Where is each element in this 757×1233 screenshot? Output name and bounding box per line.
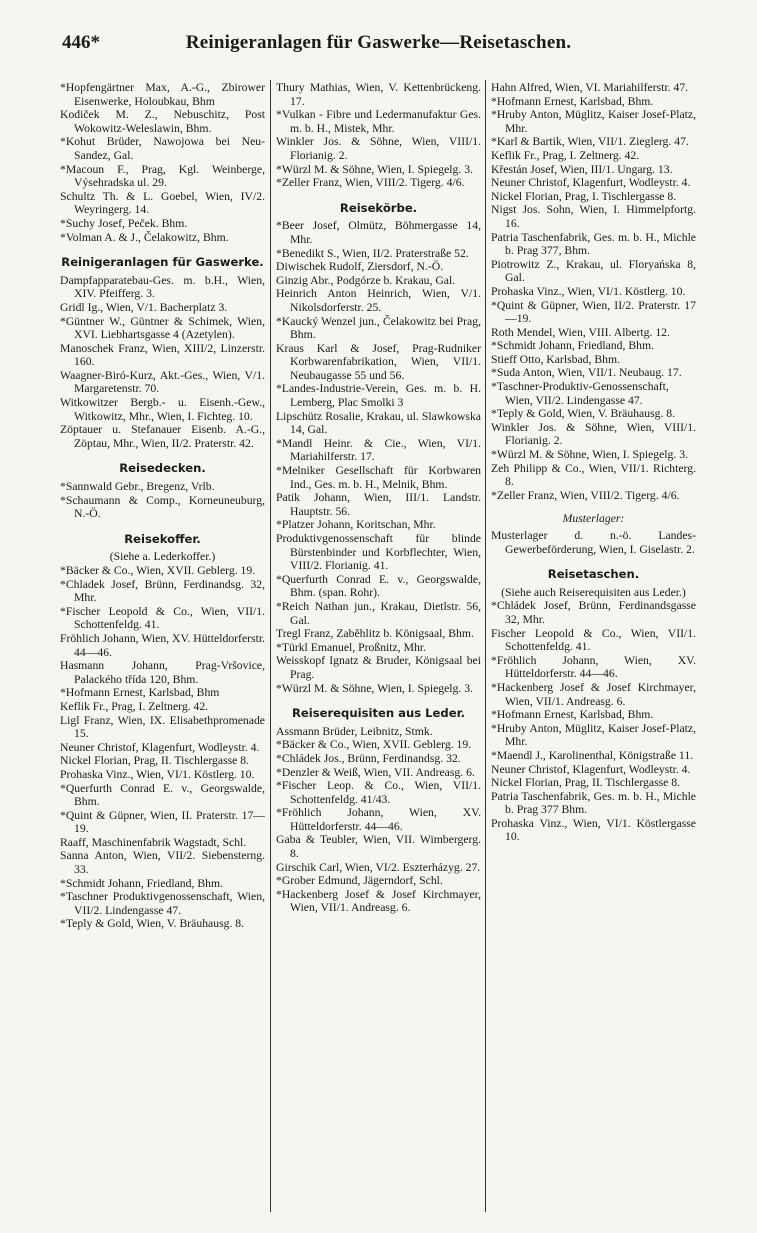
directory-entry: *Querfurth Conrad E. v., Georgswalde, Bhm. [60, 781, 265, 809]
directory-entry: *Fischer Leop. & Co., Wien, VII/1. Schottenfeldg. 41/43. [276, 779, 481, 806]
directory-entry: *Schmidt Johann, Friedland, Bhm. [60, 876, 223, 890]
directory-entry: *Güntner W., Güntner & Schimek, Wien, XVI. Liebhartsgasse 4 (Azetylen). [60, 314, 265, 342]
directory-entry: Weisskopf Ignatz & Bruder, Königsaal bei Prag. [276, 654, 481, 681]
directory-entry: *Melniker Gesellschaft für Korbwaren Ind., Ges. m. b. H., Melnik, Bhm. [276, 464, 481, 491]
directory-entry: *Hofmann Ernest, Karlsbad, Bhm [60, 686, 220, 700]
directory-entry: Prohaska Vinz., Wien, VI/1. Köstlergasse 10. [491, 816, 696, 844]
directory-entry: Gridl Ig., Wien, V/1. Bacherplatz 3. [60, 300, 228, 314]
directory-entry: *Querfurth Conrad E. v., Georgswalde, Bhm. (span. Rohr). [276, 572, 481, 600]
directory-entry: *Fröhlich Johann, Wien, XV. Hütteldorferstr. 44—46. [276, 806, 481, 833]
directory-entry: Fröhlich Johann, Wien, XV. Hütteldorferstr. 44—46. [60, 631, 265, 659]
directory-entry: Thury Mathias, Wien, V. Kettenbrückeng. 17. [276, 81, 481, 108]
directory-entry: *Taschner Produktivgenossenschaft, Wien, VII/2. Lindengasse 47. [60, 890, 265, 917]
directory-entry: Křestán Josef, Wien, III/1. Ungarg. 13. [491, 162, 673, 176]
subsection-heading: Musterlager: [562, 512, 625, 526]
directory-entry: *Taschner-Produktiv-Genossenschaft, Wien, VII/2. Lindengasse 47. [491, 380, 669, 407]
directory-entry: *Sannwald Gebr., Bregenz, Vrlb. [60, 480, 215, 494]
directory-entry: Winkler Jos. & Söhne, Wien, VIII/1. Florianig. 2. [276, 135, 481, 162]
directory-entry: *Türkl Emanuel, Proßnitz, Mhr. [276, 640, 426, 654]
directory-entry: *Fröhlich Johann, Wien, XV. Hütteldorferstr. 44—46. [491, 653, 696, 681]
column-divider-2 [485, 80, 486, 1212]
directory-entry: Zöptauer u. Stefanauer Eisenb. A.-G., Zöptau, Mhr., Wien, II/2. Praterstr. 42. [60, 423, 265, 450]
directory-entry: *Reich Nathan jun., Krakau, Dietlstr. 56, Gal. [276, 599, 481, 627]
section-note: (Siehe auch Reiserequisiten aus Leder.) [501, 585, 686, 599]
directory-entry: *Suda Anton, Wien, VII/1. Neubaug. 17. [491, 366, 682, 380]
directory-entry: Musterlager d. n.-ö. Landes-Gewerbeförderung, Wien, I. Giselastr. 2. [491, 529, 696, 556]
directory-entry: *Suchy Josef, Peček. Bhm. [60, 216, 188, 230]
directory-entry: Kodiček M. Z., Nebuschitz, Post Wokowitz-Weleslawin, Bhm. [60, 108, 265, 135]
directory-entry: Patria Taschenfabrik, Ges. m. b. H., Michle b. Prag 377 Bhm. [491, 789, 696, 817]
directory-entry: Prohaska Vinz., Wien, VI/1. Köstlerg. 10. [491, 284, 686, 298]
directory-entry: *Platzer Johann, Koritschan, Mhr. [276, 518, 436, 532]
directory-entry: Schultz Th. & L. Goebel, Wien, IV/2. Weyringerg. 14. [60, 189, 265, 217]
directory-entry: *Mandl Heinr. & Cie., Wien, VI/1. Mariahilferstr. 17. [276, 436, 481, 464]
directory-entry: *Zeller Franz, Wien, VIII/2. Tigerg. 4/6. [491, 488, 680, 502]
directory-entry: *Schmidt Johann, Friedland, Bhm. [491, 339, 654, 353]
directory-entry: *Hofmann Ernest, Karlsbad, Bhm. [491, 94, 654, 108]
section-heading: Reisekoffer. [124, 531, 201, 546]
section-note: (Siehe a. Lederkoffer.) [109, 550, 216, 564]
directory-entry: *Quint & Güpner, Wien, II. Praterstr. 17—19. [60, 808, 265, 836]
directory-entry: *Hopfengärtner Max, A.-G., Zbirower Eisenwerke, Holoubkau, Bhm [60, 81, 265, 108]
directory-entry: Nickel Florian, Prag, I. Tischlergasse 8. [491, 189, 677, 203]
directory-entry: Sanna Anton, Wien, VII/2. Siebensterng. 33. [60, 849, 265, 877]
directory-entry: *Vulkan - Fibre und Ledermanufaktur Ges. m. b. H., Mistek, Mhr. [276, 108, 481, 135]
directory-entry: Waagner-Biró-Kurz, Akt.-Ges., Wien, V/1. Margaretenstr. 70. [60, 368, 265, 396]
section-heading: Reinigeranlagen für Gaswerke. [61, 255, 264, 270]
directory-entry: Hahn Alfred, Wien, VI. Mariahilferstr. 47. [491, 81, 689, 94]
directory-entry: Dampfapparatebau-Ges. m. b.H., Wien, XIV. Pfeifferg. 3. [60, 273, 265, 301]
directory-entry: Nigst Jos. Sohn, Wien, I. Himmelpfortg. 16. [491, 203, 696, 230]
directory-entry: *Karl & Bartik, Wien, VII/1. Zieglerg. 47. [491, 135, 689, 149]
page-header [0, 32, 757, 62]
directory-entry: *Würzl M. & Söhne, Wien, I. Spiegelg. 3. [276, 681, 473, 695]
directory-entry: Tregl Franz, Zaběhlitz b. Königsaal, Bhm. [276, 627, 474, 641]
directory-entry: *Bäcker & Co., Wien, XVII. Geblerg. 19. [60, 564, 256, 577]
directory-entry: *Denzler & Weiß, Wien, VII. Andreasg. 6. [276, 765, 475, 779]
directory-entry: Zeh Philipp & Co., Wien, VII/1. Richterg. 8. [491, 461, 696, 489]
directory-entry: Stieff Otto, Karlsbad, Bhm. [491, 352, 620, 366]
directory-entry: *Hofmann Ernest, Karlsbad, Bhm. [491, 708, 654, 722]
directory-entry: Fischer Leopold & Co., Wien, VII/1. Schottenfeldg. 41. [491, 626, 696, 654]
directory-entry: *Würzl M. & Söhne, Wien, I. Spiegelg. 3. [276, 162, 473, 176]
directory-entry: *Landes-Industrie-Verein, Ges. m. b. H. Lemberg, Plac Smolki 3 [276, 382, 481, 410]
directory-entry: Produktivgenossenschaft für blinde Bürstenbinder und Korbflechter, Wien, VIII/2. Florianig. 41. [276, 532, 481, 573]
directory-entry: Gaba & Teubler, Wien, VII. Wimbergerg. 8. [276, 833, 481, 861]
directory-entry: Piotrowitz Z., Krakau, ul. Floryańska 8, Gal. [491, 257, 696, 285]
column-1 [60, 81, 265, 931]
directory-entry: *Zeller Franz, Wien, VIII/2. Tigerg. 4/6. [276, 176, 465, 190]
directory-entry: *Maendl J., Karolinenthal, Königstraße 11. [491, 748, 694, 762]
column-divider-1 [270, 80, 271, 1212]
directory-entry: *Hackenberg Josef & Josef Kirchmayer, Wien, VII/1. Andreasg. 6. [491, 680, 696, 708]
page-title: Reinigeranlagen für Gaswerke—Reisetaschen. [185, 32, 572, 53]
directory-entry: Assmann Brüder, Leibnitz, Stmk. [276, 724, 433, 738]
directory-entry: Neuner Christof, Klagenfurt, Wodleystr. 4. [491, 762, 691, 776]
directory-entry: *Chladek Josef, Brünn, Ferdinandsg. 32, Mhr. [60, 577, 265, 605]
column-2 [276, 81, 481, 915]
directory-entry: Lipschütz Rosalie, Krakau, ul. Slawkowska 14, Gal. [276, 409, 481, 437]
directory-entry: Witkowitzer Bergb.- u. Eisenh.-Gew., Witkowitz, Mhr., Wien, I. Fichteg. 10. [60, 396, 265, 423]
directory-entry: *Benedikt S., Wien, II/2. Praterstraße 52. [276, 246, 469, 260]
directory-entry: *Quint & Güpner, Wien, II/2. Praterstr. 17—19. [491, 298, 696, 326]
directory-entry: Diwischek Rudolf, Ziersdorf, N.-Ö. [276, 260, 444, 274]
directory-entry: Ligl Franz, Wien, IX. Elisabethpromenade 15. [60, 713, 265, 741]
directory-entry: Hasmann Johann, Prag-Vršovice, Palackého třída 120, Bhm. [60, 659, 265, 686]
directory-entry: *Bäcker & Co., Wien, XVII. Geblerg. 19. [276, 738, 472, 752]
directory-entry: *Hruby Anton, Müglitz, Kaiser Josef-Platz, Mhr. [491, 721, 696, 749]
directory-entry: *Würzl M. & Söhne, Wien, I. Spiegelg. 3. [491, 448, 688, 462]
directory-entry: *Macoun F., Prag, Kgl. Weinberge, Výsehradska ul. 29. [60, 162, 265, 190]
directory-entry: *Chládek Josef, Brünn, Ferdinandsgasse 32, Mhr. [491, 599, 696, 626]
directory-entry: *Hruby Anton, Müglitz, Kaiser Josef-Platz, Mhr. [491, 108, 696, 135]
directory-entry: Heinrich Anton Heinrich, Wien, V/1. Nikolsdorferstr. 25. [276, 287, 481, 314]
directory-entry: Keflik Fr., Prag, I. Zeltnerg. 42. [60, 699, 209, 713]
section-heading: Reisekörbe. [339, 200, 418, 215]
column-3 [491, 81, 696, 844]
directory-entry: Kraus Karl & Josef, Prag-Rudniker Korbwarenfabrikation, Wien, VII/1. Neubaugasse 55 und 56. [276, 341, 481, 382]
directory-entry: Nickel Florian, Prag, II. Tischlergasse 8. [60, 754, 250, 768]
section-heading: Reiserequisiten aus Leder. [291, 706, 466, 721]
directory-entry: *Kaucký Wenzel jun., Čelakowitz bei Prag, Bhm. [276, 314, 481, 342]
directory-entry: *Hackenberg Josef & Josef Kirchmayer, Wien, VII/1. Andreasg. 6. [276, 887, 481, 915]
directory-entry: Neuner Christof, Klagenfurt, Wodleystr. 4. [60, 740, 260, 754]
directory-entry: Keflik Fr., Prag, I. Zeltnerg. 42. [491, 148, 640, 162]
directory-entry: Prohaska Vinz., Wien, VI/1. Köstlerg. 10. [60, 767, 255, 781]
directory-entry: Neuner Christof, Klagenfurt, Wodleystr. 4. [491, 176, 691, 190]
directory-entry: *Grober Edmund, Jägerndorf, Schl. [276, 874, 443, 888]
directory-entry: *Teply & Gold, Wien, V. Bräuhausg. 8. [60, 917, 245, 931]
directory-entry: *Schaumann & Comp., Korneuneuburg, N.-Ö. [60, 493, 265, 521]
section-heading: Reisedecken. [119, 461, 206, 476]
directory-entry: Patria Taschenfabrik, Ges. m. b. H., Michle b. Prag 377, Bhm. [491, 230, 696, 258]
directory-entry: Girschik Carl, Wien, VI/2. Eszterházyg. 27. [276, 860, 481, 874]
page-number: 446* [62, 32, 100, 53]
directory-entry: Nickel Florian, Prag, II. Tischlergasse 8. [491, 776, 681, 790]
section-heading: Reisetaschen. [547, 567, 640, 582]
directory-entry: *Beer Josef, Olmütz, Böhmergasse 14, Mhr. [276, 219, 481, 246]
directory-entry: *Fischer Leopold & Co., Wien, VII/1. Schottenfeldg. 41. [60, 604, 265, 632]
directory-entry: *Teply & Gold, Wien, V. Bräuhausg. 8. [491, 407, 676, 421]
directory-entry: *Volman A. & J., Čelakowitz, Bhm. [60, 230, 229, 244]
directory-entry: Ginzig Abr., Podgórze b. Krakau, Gal. [276, 273, 456, 287]
directory-entry: Raaff, Maschinenfabrik Wagstadt, Schl. [60, 835, 247, 849]
directory-entry: Manoschek Franz, Wien, XIII/2, Linzerstr. 160. [60, 341, 265, 369]
directory-entry: *Kohut Brüder, Nawojowa bei Neu-Sandez, Gal. [60, 135, 265, 162]
directory-entry: *Chládek Jos., Brünn, Ferdinandsg. 32. [276, 751, 461, 765]
directory-entry: Winkler Jos. & Söhne, Wien, VIII/1. Florianig. 2. [491, 420, 696, 448]
directory-entry: Roth Mendel, Wien, VIII. Albertg. 12. [491, 325, 670, 339]
directory-entry: Patik Johann, Wien, III/1. Landstr. Hauptstr. 56. [276, 491, 481, 518]
